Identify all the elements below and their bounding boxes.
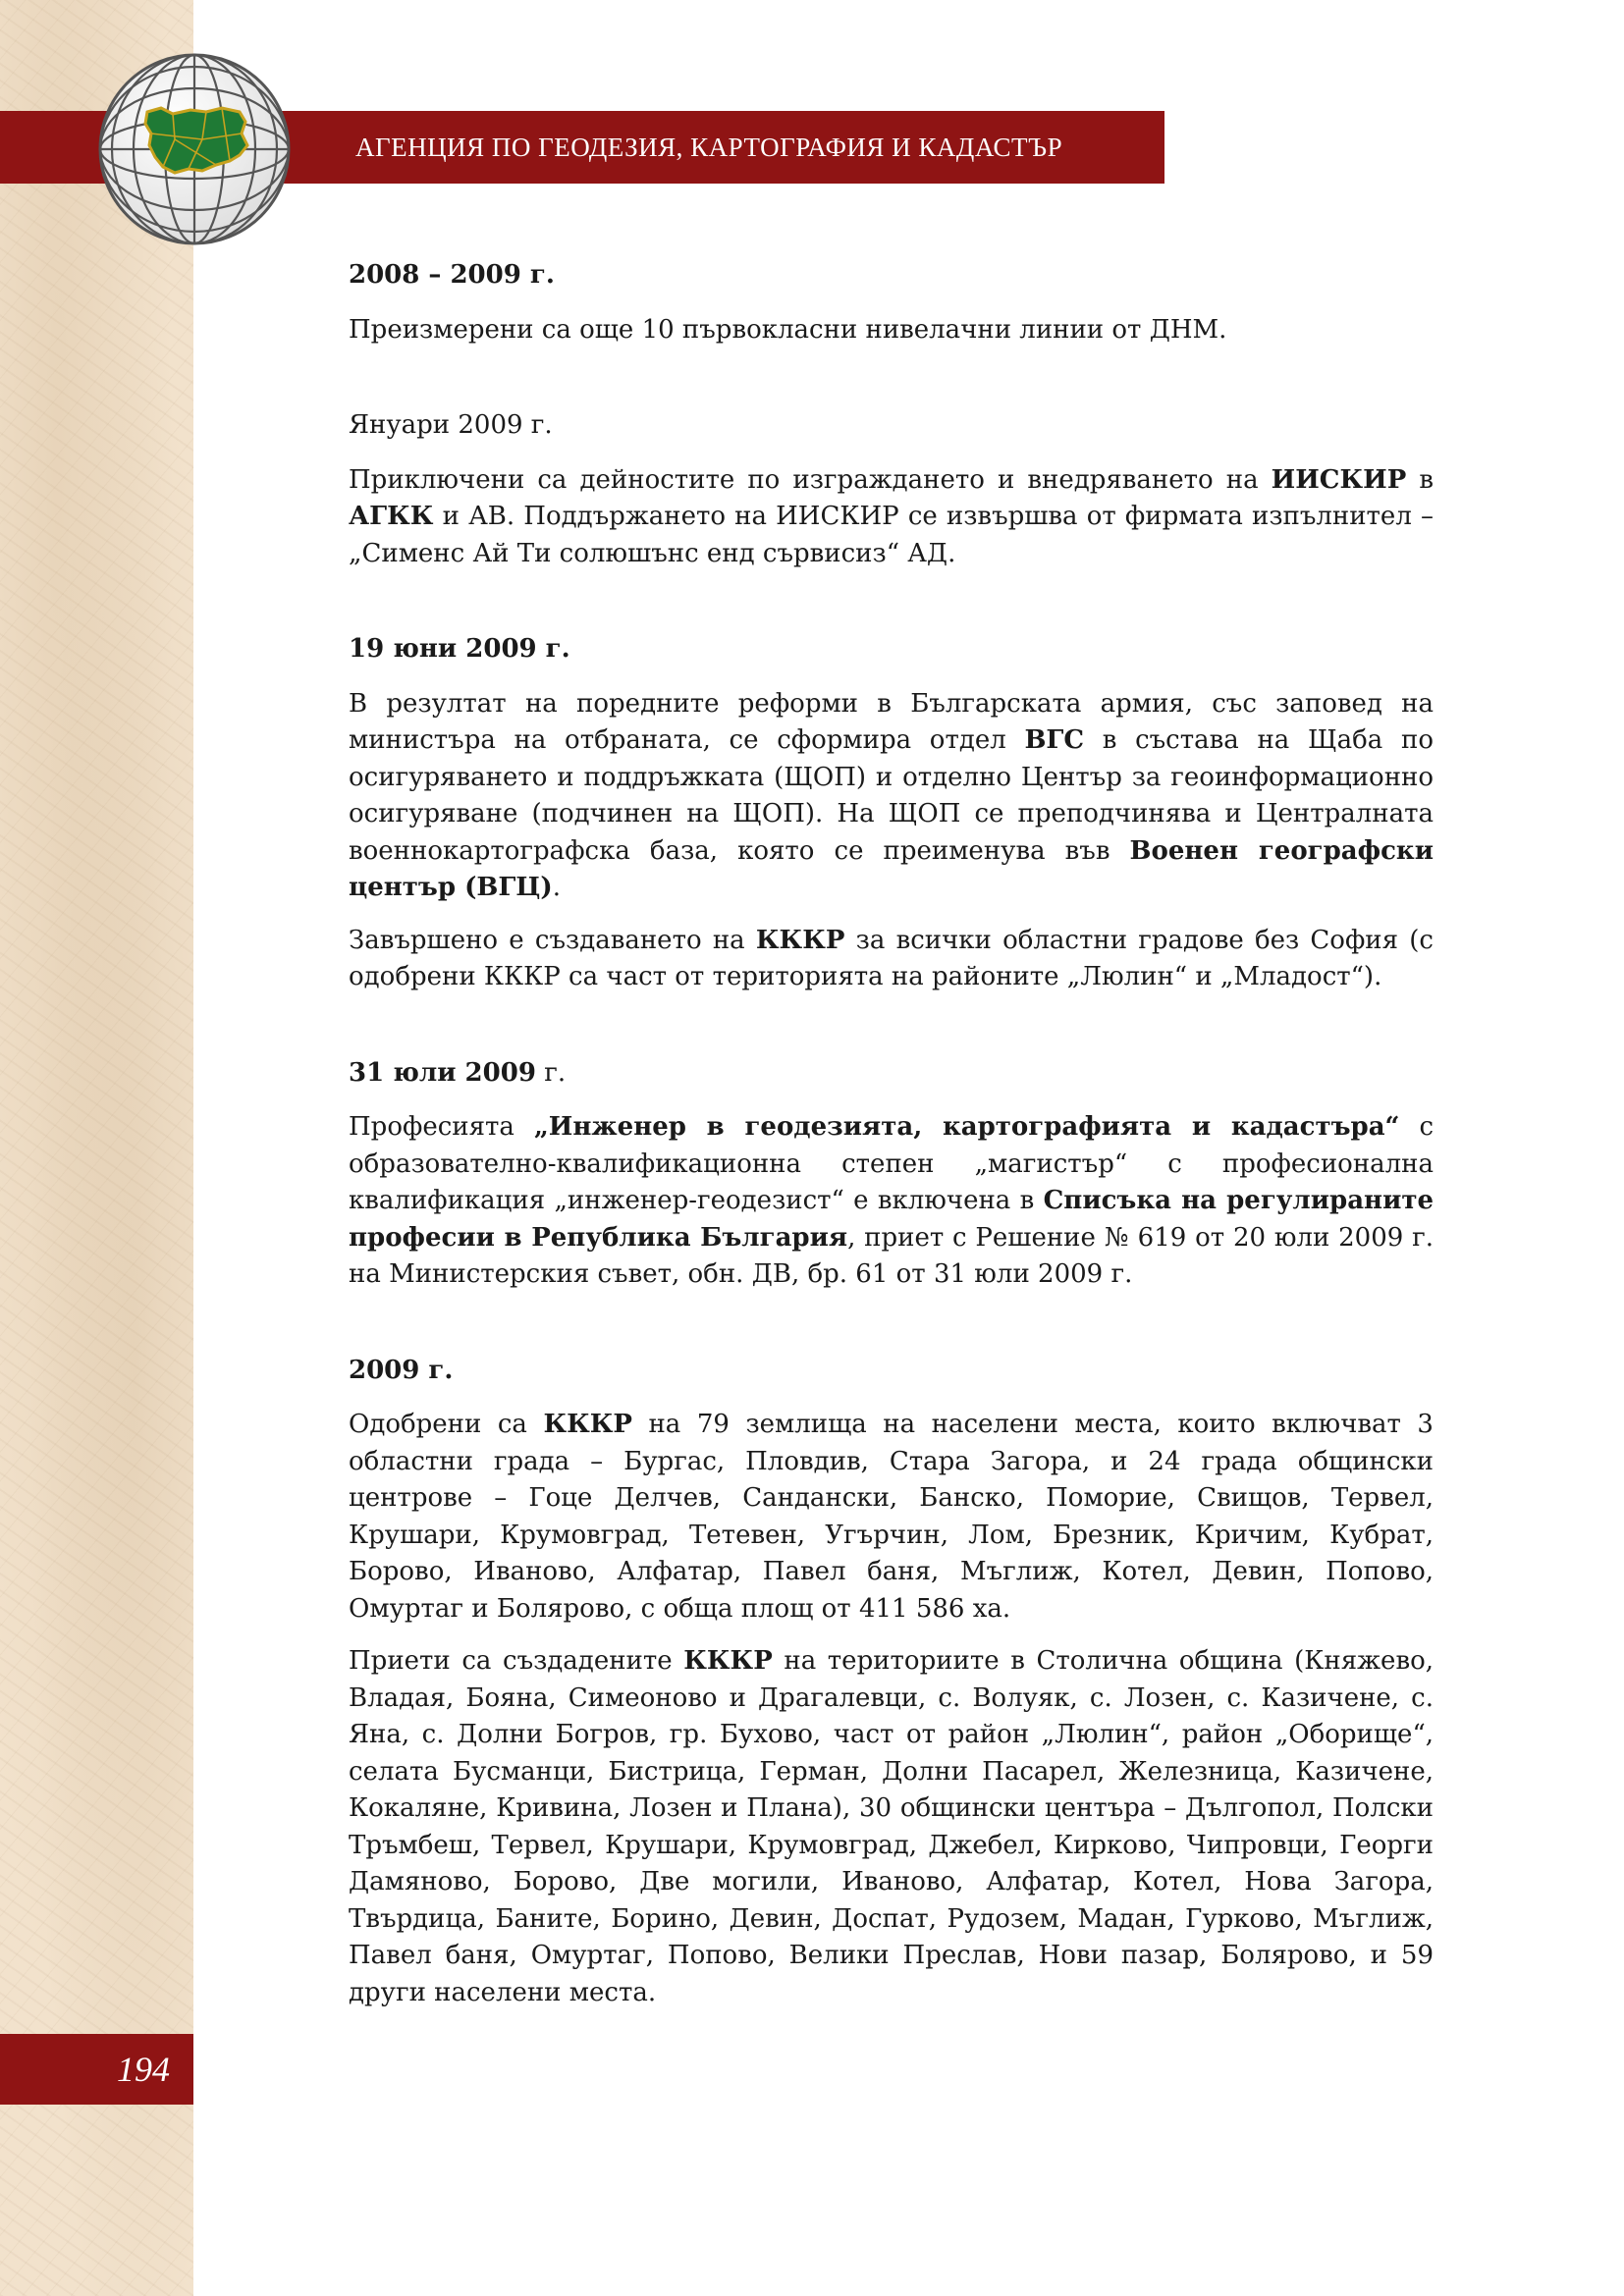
- entry-paragraph: Одобрени са КККР на 79 землища на населени места, които включват 3 областни града – Бургас, Пловдив, Стара Загора, и 24 града общински центрове – Гоце Делчев, Сандански, Банско, Поморие, Свищов, Тервел, Крушари, Крумовград, Тетевен, Угърчин, Лом, Брезник, Кричим, Кубрат, Борово, Иваново, Алфатар, Павел баня, Мъглиж, Котел, Девин, Попово, Омуртаг и Болярово, с обща площ от 411 586 ха.: [349, 1410, 1434, 1624]
- entry-19-june-2009: [349, 631, 1434, 996]
- entry-date: 2008 – 2009 г.: [349, 260, 555, 290]
- document-body: [349, 257, 1434, 2027]
- entry-paragraph: Професията „Инженер в геодезията, картографията и кадастъра“ с образователно-квалификационна степен „магистър“ с професионална квалификация „инженер-геодезист“ е включена в Списъка на регулираните професии в Република България, приет с Решение № 619 от 20 юли 2009 г. на Министерския съвет, обн. ДВ, бр. 61 от 31 юли 2009 г.: [349, 1112, 1435, 1289]
- entry-date: Януари 2009 г.: [349, 410, 553, 440]
- entry-2009: [349, 1353, 1434, 2012]
- page-number-box: [0, 2034, 193, 2105]
- entry-paragraph: Преизмерени са още 10 първокласни нивелачни линии от ДНМ.: [349, 314, 1227, 345]
- entry-2008-2009: [349, 257, 1434, 348]
- entry-date: 2009 г.: [349, 1355, 454, 1385]
- entry-paragraph: Завършено е създаването на КККР за всички областни градове без София (с одобрени КККР са част от територията на районите „Люлин“ и „Младост“).: [349, 925, 1434, 991]
- entry-paragraph: В резултат на поредните реформи в Българската армия, със заповед на министъра на отбраната, се сформира отдел ВГС в състава на Щаба по осигуряването и поддръжката (ЩОП) и отделно Център за геоинформационно осигуряване (подчинен на ЩОП). На ЩОП се преподчинява и Централната военнокартографска база, която се преименува във Военен географски център (ВГЦ).: [349, 688, 1434, 902]
- globe-bulgaria-logo-icon: [96, 51, 293, 247]
- entry-date: 31 юли 2009 г.: [349, 1057, 567, 1088]
- entry-paragraph: Приключени са дейностите по изграждането и внедряването на ИИСКИР в АГКК и АВ. Поддържането на ИИСКИР се извършва от фирмата изпълнител – „Сименс Ай Ти солюшънс енд сървисиз“ АД.: [349, 464, 1434, 568]
- entry-paragraph: Приети са създадените КККР на териториите в Столична община (Княжево, Владая, Бояна, Симеоново и Драгалевци, с. Волуяк, с. Лозен, с. Казичене, с. Яна, с. Долни Богров, гр. Бухово, част от район „Люлин“, район „Оборище“, селата Бусманци, Бистрица, Герман, Долни Пасарел, Железница, Казичене, Кокаляне, Кривина, Лозен и Плана), 30 общински центъра – Дългопол, Полски Тръмбеш, Тервел, Крушари, Крумовград, Джебел, Кирково, Чипровци, Георги Дамяново, Борово, Две могили, Иваново, Алфатар, Котел, Нова Загора, Твърдица, Баните, Борино, Девин, Доспат, Рудозем, Мадан, Гурково, Мъглиж, Павел баня, Омуртаг, Попово, Велики Преслав, Нови пазар, Болярово, и 59 други населени места.: [349, 1646, 1434, 2007]
- entry-31-july-2009: [349, 1055, 1434, 1294]
- decorative-side-strip: [0, 0, 193, 2296]
- page-number: 194: [117, 2050, 170, 2089]
- entry-january-2009: [349, 407, 1434, 572]
- entry-date: 19 юни 2009 г.: [349, 634, 570, 664]
- agency-title: АГЕНЦИЯ ПО ГЕОДЕЗИЯ, КАРТОГРАФИЯ И КАДАСТЪР: [355, 133, 1063, 162]
